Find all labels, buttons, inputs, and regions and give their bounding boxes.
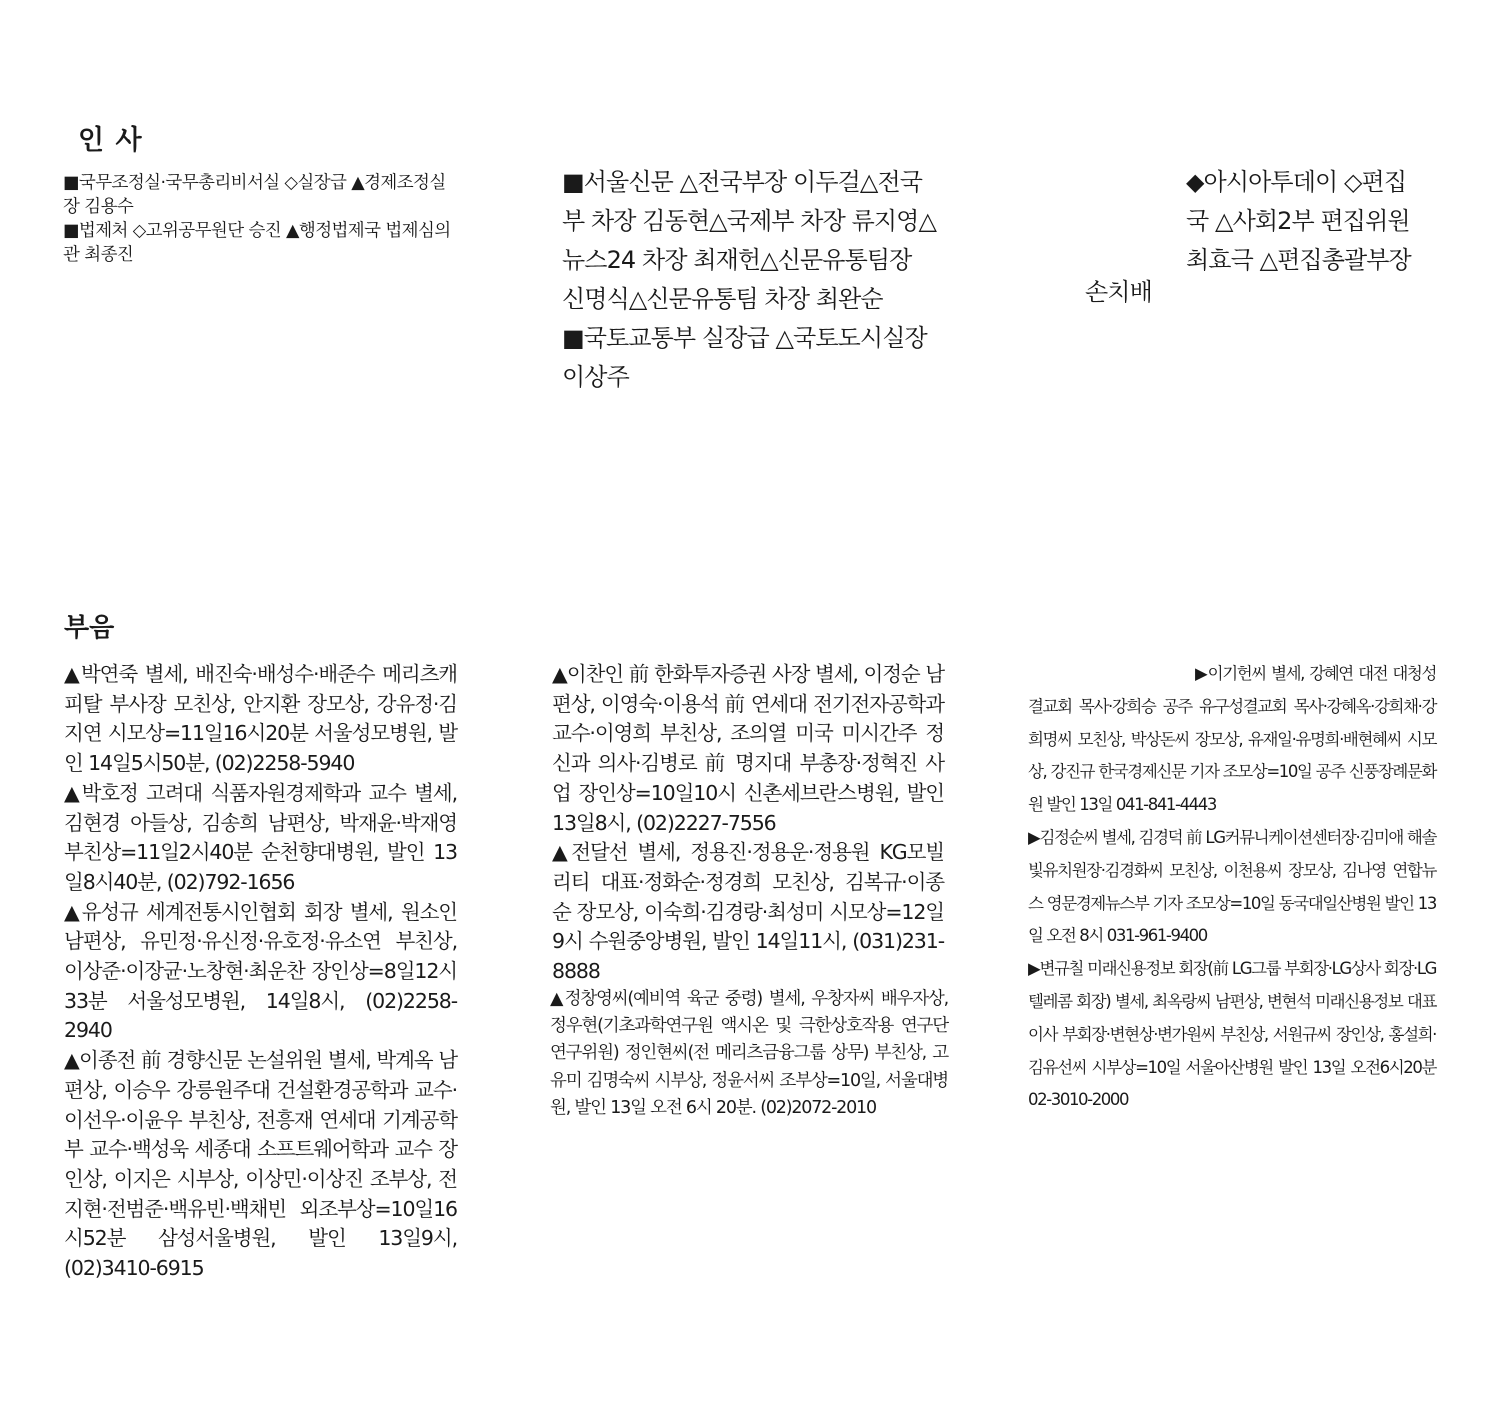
obituary-entry: ▲유성규 세계전통시인협회 회장 별세, 원소인 남편상, 유민정·유신정·유호정·유소연 부친상, 이상준·이장균·노창현·최운찬 장인상=8일12시33분 서울성모병원, 14일8시, (02)2258-2940: [64, 899, 457, 1043]
obituary-entry: ▲이찬인 前 한화투자증권 사장 별세, 이정순 남편상, 이영숙·이용석 前 연세대 전기전자공학과 교수·이영희 부친상, 조의열 미국 미시간주 정신과 의사·김병로 前 명지대 부총장·정혁진 사업 장인상=10일10시 신촌세브란스병원, 발인 13일8시, (02)2227-7556: [552, 662, 944, 835]
insa-column-2: [562, 163, 940, 397]
insa-entry-line: 국 △사회2부 편집위원: [1186, 207, 1410, 235]
bueum-column-1: [64, 660, 457, 1284]
insa-column-3: [1186, 163, 1466, 280]
insa-entry-line: ◆아시아투데이 ◇편집: [1186, 168, 1407, 196]
obituary-entry: ▲박연죽 별세, 배진숙·배성수·배준수 메리츠캐피탈 부사장 모친상, 안지환 장모상, 강유정·김지연 시모상=11일16시20분 서울성모병원, 발인 14일5시50분, (02)2258-5940: [64, 662, 457, 776]
obituary-entry: ▶이기헌씨 별세, 강혜연 대전 대청성결교회 목사·강희승 공주 유구성결교회 목사·강혜옥·강희채·강희명씨 모친상, 박상돈씨 장모상, 유재일·유명희·배현혜씨 시모상, 강진규 한국경제신문 기자 조모상=10일 공주 신풍장례문화원 발인 13일 041-841-4443: [1028, 664, 1436, 815]
insa-entry: ■국토교통부 실장급 △국토도시실장 이상주: [562, 324, 927, 391]
bueum-column-3: [1028, 658, 1436, 1117]
obituary-entry: ▶변규칠 미래신용정보 회장(前 LG그룹 부회장·LG상사 회장·LG텔레콤 회장) 별세, 최옥랑씨 남편상, 변현석 미래신용정보 대표이사 부회장·변현상·변가원씨 부친상, 서원규씨 장인상, 홍설희·김유선씨 시부상=10일 서울아산병원 발인 13일 오전6시20분 02-3010-2000: [1028, 959, 1436, 1110]
obituary-entry: ▲박호정 고려대 식품자원경제학과 교수 별세, 김현경 아들상, 김송희 남편상, 박재윤·박재영 부친상=11일2시40분 순천향대병원, 발인 13일8시40분, (02)792-1656: [64, 780, 457, 894]
obituary-entry: ▲정창영씨(예비역 육군 중령) 별세, 우창자씨 배우자상, 정우현(기초과학연구원 액시온 및 극한상호작용 연구단 연구위원) 정인현씨(전 메리츠금융그룹 상무) 부친상, 고유미 김명숙씨 시부상, 정윤서씨 조부상=10일, 서울대병원, 발인 13일 오전 6시 20분. (02)2072-2010: [550, 989, 948, 1118]
insa-entry-tail: 손치배: [1085, 278, 1152, 306]
insa-column-1: [63, 171, 461, 267]
insa-entry: ■서울신문 △전국부장 이두걸△전국부 차장 김동현△국제부 차장 류지영△뉴스24 차장 최재헌△신문유통팀장 신명식△신문유통팀 차장 최완순: [562, 168, 937, 313]
insa-entry: ■국무조정실·국무총리비서실 ◇실장급 ▲경제조정실장 김용수: [63, 173, 446, 217]
bueum-column-2: [552, 660, 944, 987]
section-title-insa: 인 사: [78, 125, 143, 156]
obituary-entry: ▲이종전 前 경향신문 논설위원 별세, 박계옥 남편상, 이승우 강릉원주대 건설환경공학과 교수·이선우·이윤우 부친상, 전흥재 연세대 기계공학부 교수·백성욱 세종대 소프트웨어학과 교수 장인상, 이지은 시부상, 이상민·이상진 조부상, 전지현·전범준·백유빈·백채빈 외조부상=10일16시52분 삼성서울병원, 발인 13일9시, (02)3410-6915: [64, 1048, 457, 1281]
insa-entry-line: 최효극 △편집총괄부장: [1186, 246, 1411, 274]
obituary-entry: ▲전달선 별세, 정용진·정용운·정용원 KG모빌리티 대표·정화순·정경희 모친상, 김복규·이종순 장모상, 이숙희·김경랑·최성미 시모상=12일9시 수원중앙병원, 발인 14일11시, (031)231-8888: [552, 840, 944, 984]
insa-entry: ■법제처 ◇고위공무원단 승진 ▲행정법제국 법제심의관 최종진: [63, 221, 451, 265]
obituary-entry: ▶김정순씨 별세, 김경덕 前 LG커뮤니케이션센터장·김미애 해솔빛유치원장·김경화씨 모친상, 이천용씨 장모상, 김나영 연합뉴스 영문경제뉴스부 기자 조모상=10일 동국대일산병원 발인 13일 오전 8시 031-961-9400: [1028, 827, 1436, 946]
bueum-column-2-lower: [550, 986, 948, 1122]
section-title-bueum: 부음: [64, 613, 115, 643]
